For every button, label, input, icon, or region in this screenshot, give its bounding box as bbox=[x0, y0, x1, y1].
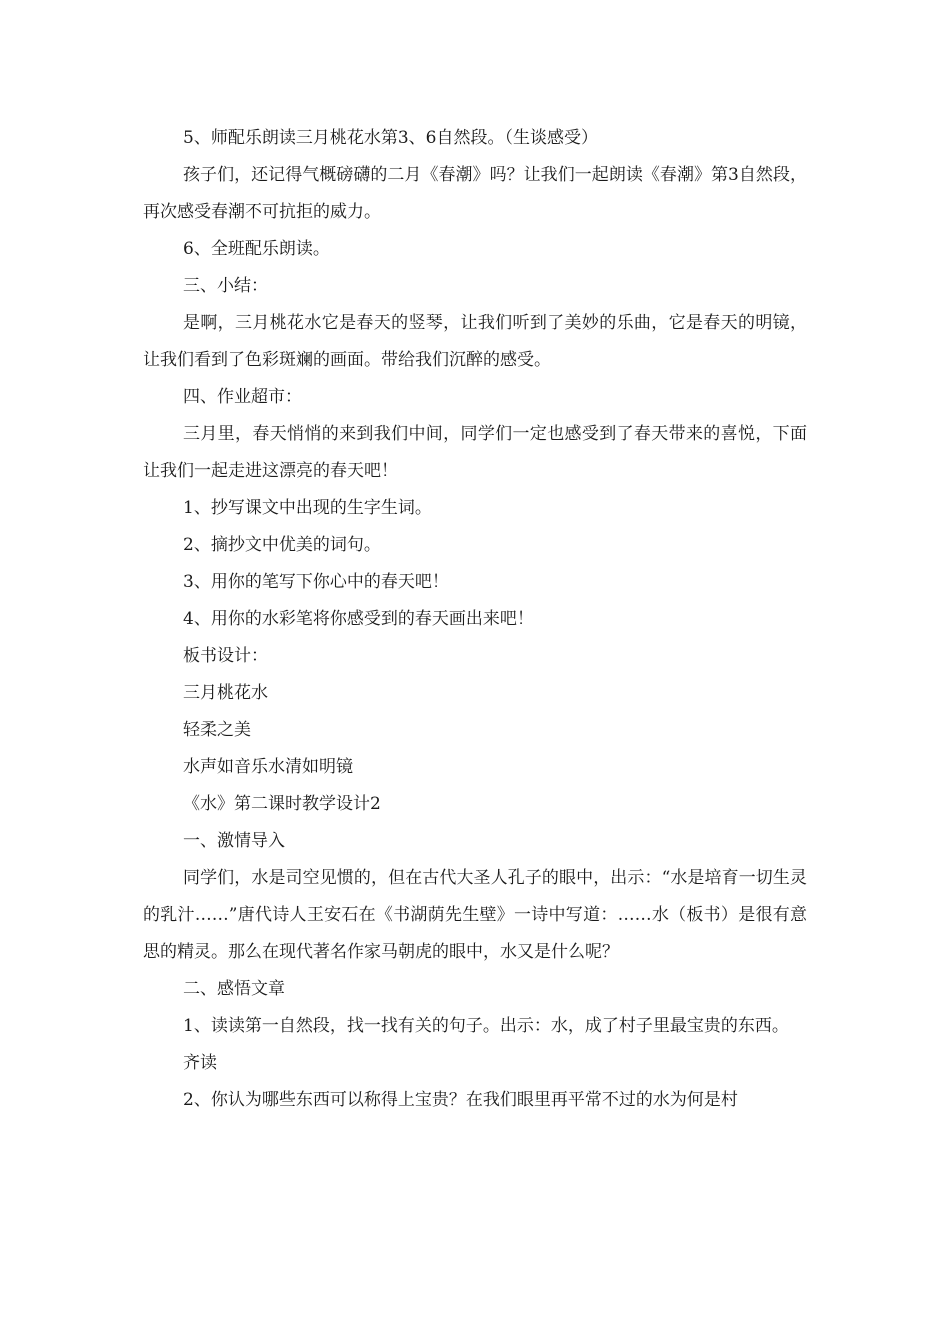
paragraph-comprehension-1: 1、读读第一自然段，找一找有关的句子。出示：水，成了村子里最宝贵的东西。 bbox=[183, 1016, 789, 1036]
paragraph-homework-intro: 三月里，春天悄悄的来到我们中间，同学们一定也感受到了春天带来的喜悦，下面让我们一起走进这漂亮的春天吧！ bbox=[143, 424, 807, 481]
homework-item-3: 3、用你的笔写下你心中的春天吧！ bbox=[183, 572, 449, 592]
board-line-1: 三月桃花水 bbox=[183, 683, 268, 703]
heading-homework: 四、作业超市： bbox=[183, 387, 302, 407]
paragraph-summary: 是啊，三月桃花水它是春天的竖琴，让我们听到了美妙的乐曲，它是春天的明镜，让我们看到了色彩斑斓的画面。带给我们沉醉的感受。 bbox=[143, 313, 807, 370]
heading-comprehension: 二、感悟文章 bbox=[183, 979, 285, 999]
document-body bbox=[143, 120, 807, 1119]
heading-introduction: 一、激情导入 bbox=[183, 831, 285, 851]
homework-item-2: 2、摘抄文中优美的词句。 bbox=[183, 535, 381, 555]
paragraph-step-6: 6、全班配乐朗读。 bbox=[183, 239, 330, 259]
heading-board-design: 板书设计： bbox=[183, 646, 268, 666]
paragraph-spring-tide: 孩子们，还记得气概磅礴的二月《春潮》吗？让我们一起朗读《春潮》第3自然段，再次感受春潮不可抗拒的威力。 bbox=[143, 165, 807, 222]
homework-item-1: 1、抄写课文中出现的生字生词。 bbox=[183, 498, 432, 518]
board-line-2: 轻柔之美 bbox=[183, 720, 251, 740]
heading-summary: 三、小结： bbox=[183, 276, 268, 296]
homework-item-4: 4、用你的水彩笔将你感受到的春天画出来吧！ bbox=[183, 609, 534, 629]
paragraph-step-5: 5、师配乐朗读三月桃花水第3、6自然段。（生谈感受） bbox=[183, 128, 598, 148]
board-line-3: 水声如音乐水清如明镜 bbox=[183, 757, 353, 777]
paragraph-read-together: 齐读 bbox=[183, 1053, 217, 1073]
paragraph-introduction: 同学们，水是司空见惯的，但在古代大圣人孔子的眼中，出示：“水是培育一切生灵的乳汁……”唐代诗人王安石在《书湖荫先生壁》一诗中写道：……水（板书）是很有意思的精灵。那么在现代著名作家马朝虎的眼中，水又是什么呢？ bbox=[143, 868, 807, 962]
paragraph-comprehension-2: 2、你认为哪些东西可以称得上宝贵？在我们眼里再平常不过的水为何是村 bbox=[183, 1090, 738, 1110]
section-title-lesson-2: 《水》第二课时教学设计2 bbox=[183, 794, 381, 814]
